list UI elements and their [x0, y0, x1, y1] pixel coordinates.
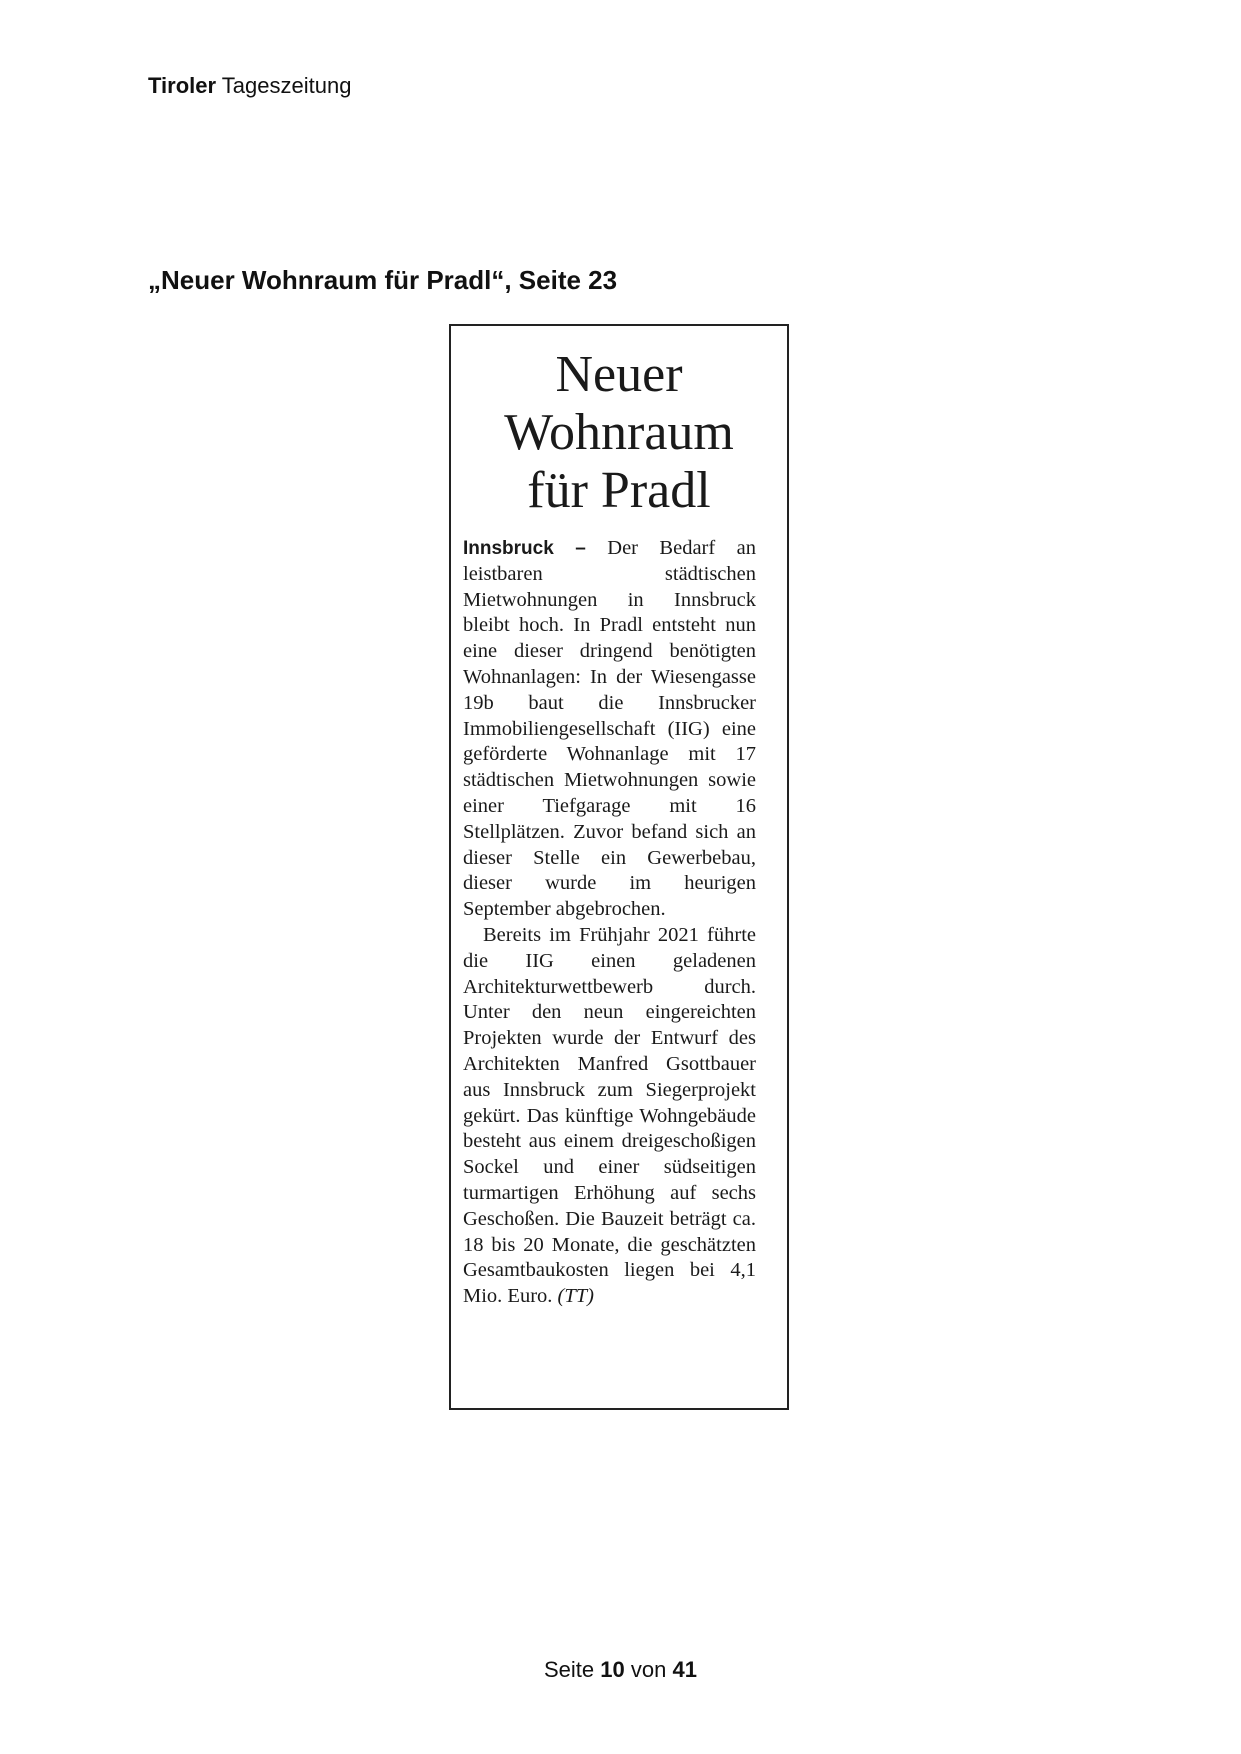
publication-name-bold: Tiroler	[148, 73, 217, 98]
paragraph-text: Der Bedarf an leistbaren städtischen Mietwohnungen in Innsbruck bleibt hoch. In Pradl entsteht nun eine dieser dringend benötigten Wohnanlagen: In der Wiesengasse 19b baut die Innsbrucker Immobiliengesellschaft (IIG) eine geförderte Wohnanlage mit 17 städtischen Mietwohnungen sowie einer Tiefgarage mit 16 Stellplätzen. Zuvor befand sich an dieser Stelle ein Gewerbebau, dieser wurde im heurigen September abgebrochen.	[463, 537, 756, 921]
paragraph-text: Bereits im Frühjahr 2021 führte die IIG einen geladenen Architekturwettbewerb durch. Unter den neun eingereichten Projekten wurde der Entwurf des Architekten Manfred Gsottbauer aus Innsbruck zum Siegerprojekt gekürt. Das künftige Wohngebäude besteht aus einem dreigeschoßigen Sockel und einer südseitigen turmartigen Erhöhung auf sechs Geschoßen. Die Bauzeit beträgt ca. 18 bis 20 Monate, die geschätzten Gesamtbaukosten liegen bei 4,1 Mio. Euro.	[463, 923, 756, 1308]
headline-line: für Pradl	[527, 462, 711, 519]
headline-line: Neuer	[555, 346, 683, 403]
headline-line: Wohnraum	[504, 404, 734, 461]
article-paragraph	[463, 923, 756, 1310]
page-current: 10	[600, 1657, 625, 1682]
article-paragraph	[463, 536, 756, 923]
publication-header	[148, 72, 351, 100]
page-label: Seite	[544, 1657, 595, 1682]
article-byline: (TT)	[557, 1285, 594, 1308]
article-dateline: Innsbruck	[463, 538, 554, 559]
article-body	[463, 536, 756, 1310]
dateline-dash: –	[575, 538, 586, 559]
clip-title: „Neuer Wohnraum für Pradl“, Seite 23	[148, 265, 618, 295]
newspaper-clipping	[449, 324, 789, 1410]
page-total: 41	[672, 1657, 697, 1682]
publication-name-rest: Tageszeitung	[221, 73, 352, 98]
article-headline	[451, 346, 787, 520]
page-number	[0, 1656, 1241, 1684]
page-of: von	[630, 1657, 667, 1682]
